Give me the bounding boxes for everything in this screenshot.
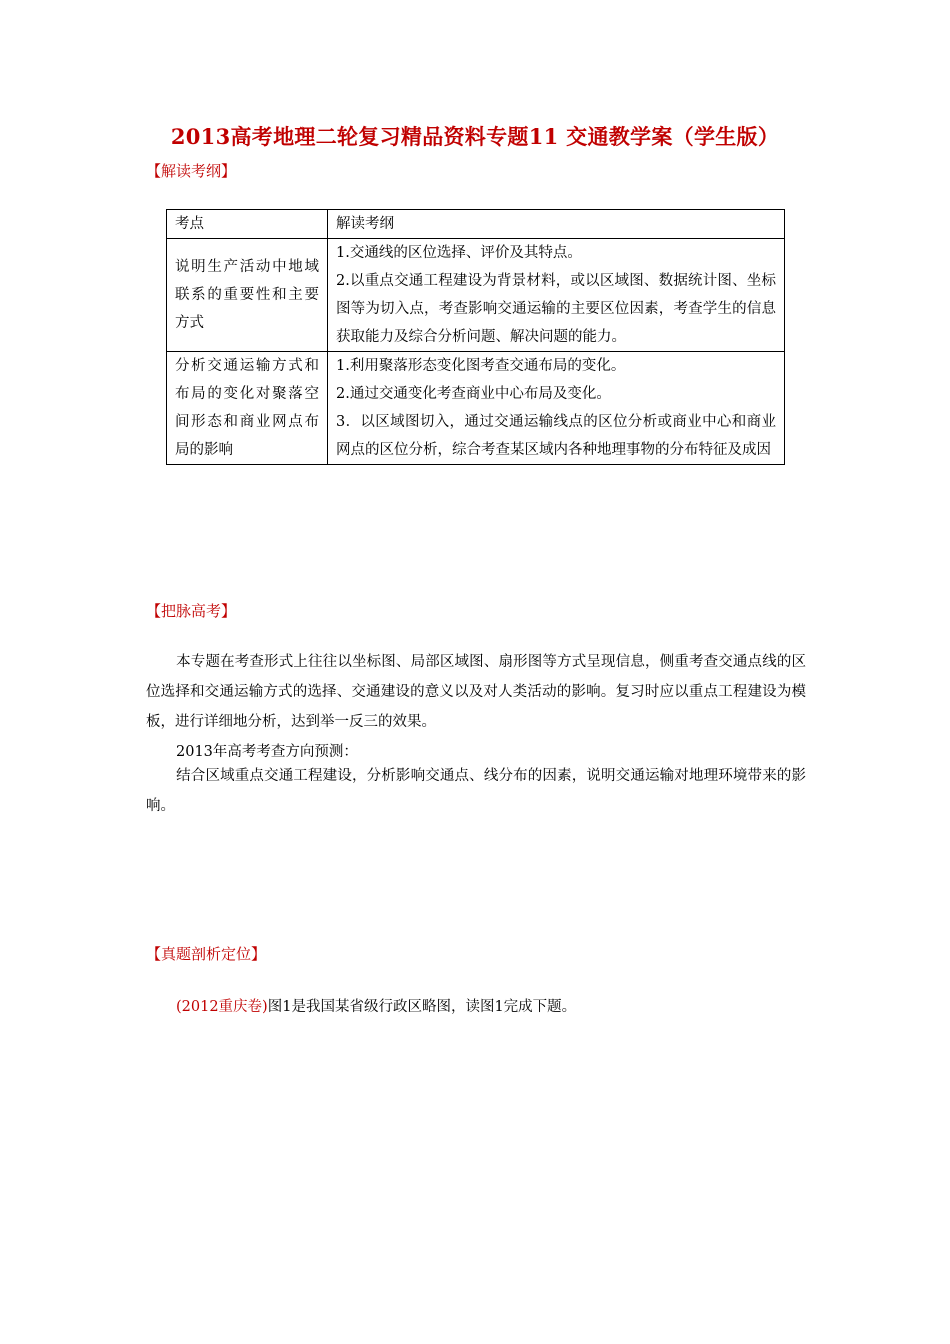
gaokao-paragraph-text: 本专题在考查形式上往往以坐标图、局部区域图、扇形图等方式呈现信息，侧重考查交通点线的区位选择和交通运输方式的选择、交通建设的意义以及对人类活动的影响。复习时应以重点工程建设为模板，进行详细地分析，达到举一反三的效果。 bbox=[146, 654, 806, 730]
topic-cell: 分析交通运输方式和布局的变化对聚落空间形态和商业网点布局的影响 bbox=[167, 352, 328, 465]
table-header-cell: 解读考纲 bbox=[328, 210, 785, 239]
topic-cell: 说明生产活动中地域联系的重要性和主要方式 bbox=[167, 239, 328, 352]
detail-cell bbox=[328, 352, 785, 465]
document-title: 2013高考地理二轮复习精品资料专题11 交通教学案（学生版） bbox=[170, 124, 780, 149]
table-row bbox=[167, 239, 785, 352]
question-line bbox=[146, 992, 806, 1022]
question-text: 图1是我国某省级行政区略图，读图1完成下题。 bbox=[267, 999, 577, 1015]
detail-item: 2.以重点交通工程建设为背景材料，或以区域图、数据统计图、坐标图等为切入点，考查影响交通运输的主要区位因素，考查学生的信息获取能力及综合分析问题、解决问题的能力。 bbox=[336, 273, 776, 345]
question-source: (2012重庆卷) bbox=[176, 999, 268, 1015]
prediction-paragraph-text: 结合区域重点交通工程建设，分析影响交通点、线分布的因素，说明交通运输对地理环境带来的影响。 bbox=[146, 768, 806, 814]
detail-item: 3．以区域图切入，通过交通运输线点的区位分析或商业中心和商业网点的区位分析，综合考查某区域内各种地理事物的分布特征及成因 bbox=[336, 414, 776, 458]
real-question-heading: 【真题剖析定位】 bbox=[146, 945, 267, 963]
prediction-label-text: 2013年高考考查方向预测： bbox=[176, 744, 358, 760]
gaokao-paragraph bbox=[146, 647, 806, 737]
detail-item: 1.交通线的区位选择、评价及其特点。 bbox=[336, 245, 582, 261]
detail-cell bbox=[328, 239, 785, 352]
table-header-cell: 考点 bbox=[167, 210, 328, 239]
detail-item: 2.通过交通变化考查商业中心布局及变化。 bbox=[336, 386, 611, 402]
syllabus-table bbox=[166, 209, 785, 465]
table-row bbox=[167, 352, 785, 465]
syllabus-heading: 【解读考纲】 bbox=[146, 162, 237, 180]
detail-item: 1.利用聚落形态变化图考查交通布局的变化。 bbox=[336, 358, 626, 374]
gaokao-heading: 【把脉高考】 bbox=[146, 602, 237, 620]
table-header-row bbox=[167, 210, 785, 239]
prediction-paragraph bbox=[146, 761, 806, 821]
